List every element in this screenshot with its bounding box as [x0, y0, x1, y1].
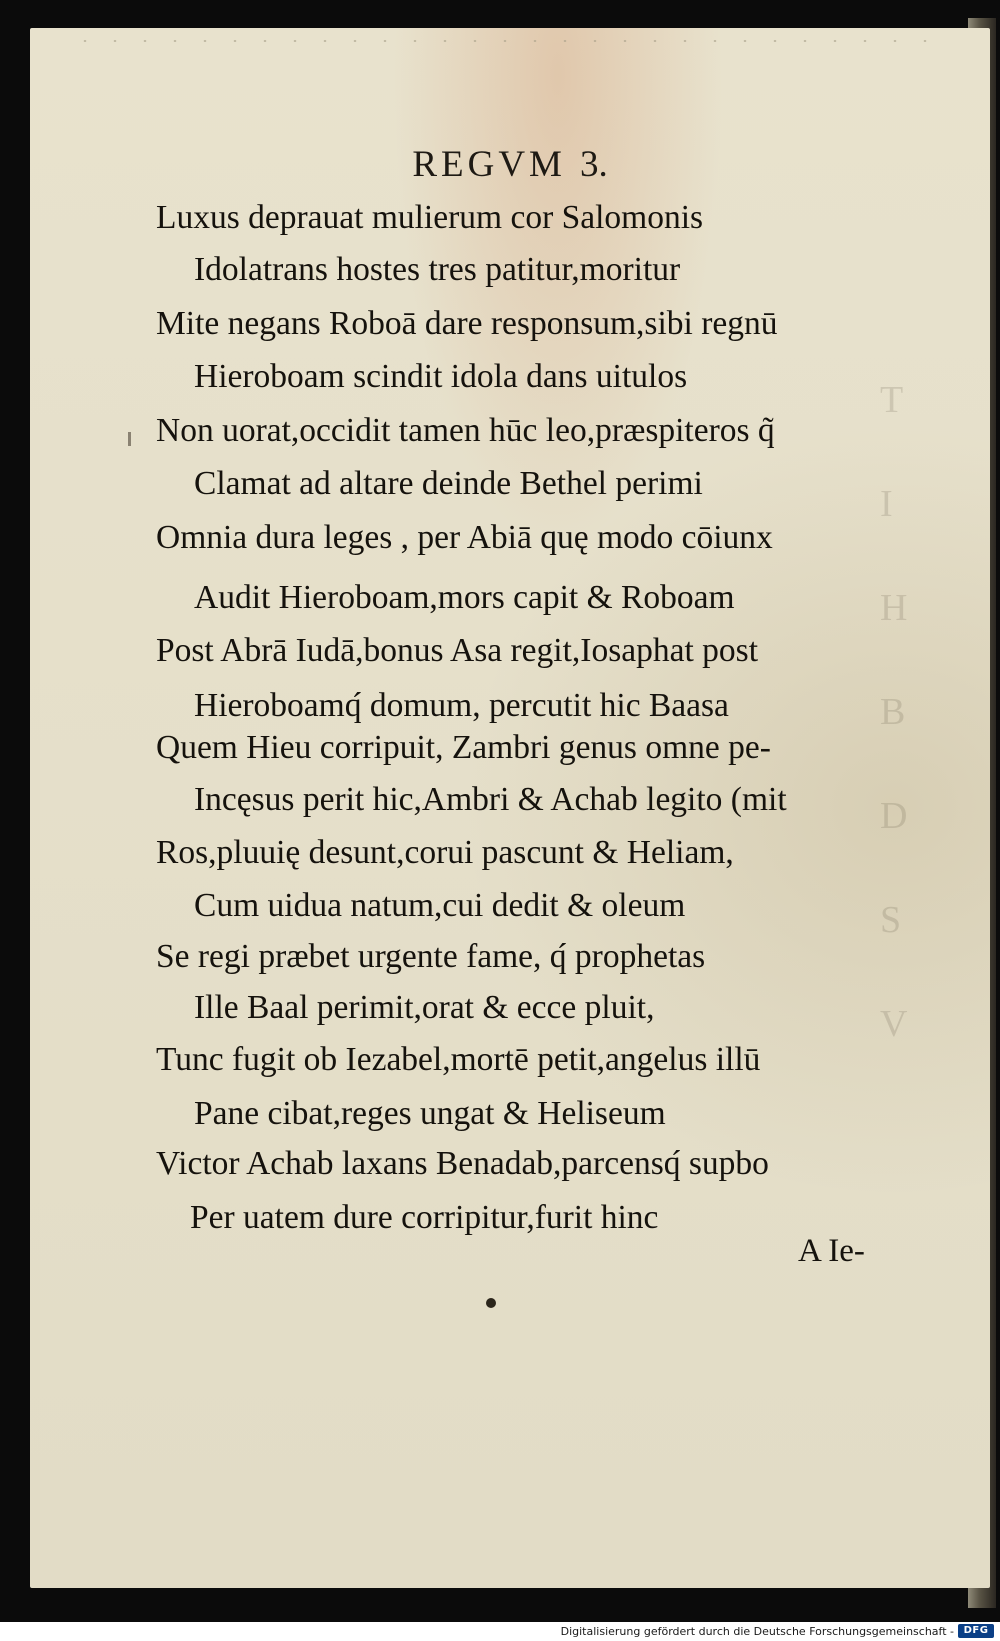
dotted-rule — [70, 40, 930, 42]
verse-line: Hieroboamq́ domum, percutit hic Baasa — [194, 687, 729, 724]
verse-line: Tunc fugit ob Iezabel,mortē petit,angelus illū — [156, 1041, 761, 1078]
verse-line: Post Abrā Iudā,bonus Asa regit,Iosaphat post — [156, 632, 759, 669]
verse-line: Luxus deprauat mulierum cor Salomonis — [156, 199, 704, 236]
verse-line: Victor Achab laxans Benadab,parcensq́ supbo — [156, 1145, 769, 1182]
dfg-logo: DFG — [958, 1624, 994, 1638]
verse-line: Non uorat,occidit tamen hūc leo,præspiteros q̃ — [156, 412, 775, 449]
verse-line: Ille Baal perimit,orat & ecce pluit, — [194, 989, 655, 1026]
verse-line: Se regi præbet urgente fame, q́ prophetas — [156, 938, 706, 975]
verse-line: Mite negans Roboā dare responsum,sibi regnū — [156, 305, 778, 342]
folio-number: 3. — [579, 144, 608, 185]
verse-line: Audit Hieroboam,mors capit & Roboam — [194, 579, 735, 616]
verse-line: Clamat ad altare deinde Bethel perimi — [194, 465, 703, 502]
verse-line: Cum uidua natum,cui dedit & oleum — [194, 887, 686, 924]
margin-mark — [128, 432, 131, 446]
verse-line: Quem Hieu corripuit, Zambri genus omne pe- — [156, 729, 771, 766]
verse-line: Ros,pluuię desunt,corui pascunt & Heliam, — [156, 834, 734, 871]
verse-line: Idolatrans hostes tres patitur,moritur — [194, 251, 681, 288]
verse-line: Pane cibat,reges ungat & Heliseum — [194, 1095, 666, 1132]
show-through-text: T I H B D S V — [880, 379, 908, 1045]
digitization-credit: Digitalisierung gefördert durch die Deutsche Forschungsgemeinschaft - — [560, 1625, 954, 1638]
verse-line: Incęsus perit hic,Ambri & Achab legito (mit — [194, 781, 787, 818]
running-head-title: REGVM — [412, 144, 566, 185]
verse-line: Hieroboam scindit idola dans uitulos — [194, 358, 688, 395]
catchword: A Ie- — [798, 1233, 865, 1269]
running-head — [30, 143, 990, 186]
book-page — [30, 28, 990, 1588]
verse-line: Per uatem dure corripitur,furit hinc — [190, 1199, 659, 1236]
page-ornament-dot — [486, 1298, 496, 1308]
verse-line: Omnia dura leges , per Abiā quę modo cōiunx — [156, 519, 773, 556]
